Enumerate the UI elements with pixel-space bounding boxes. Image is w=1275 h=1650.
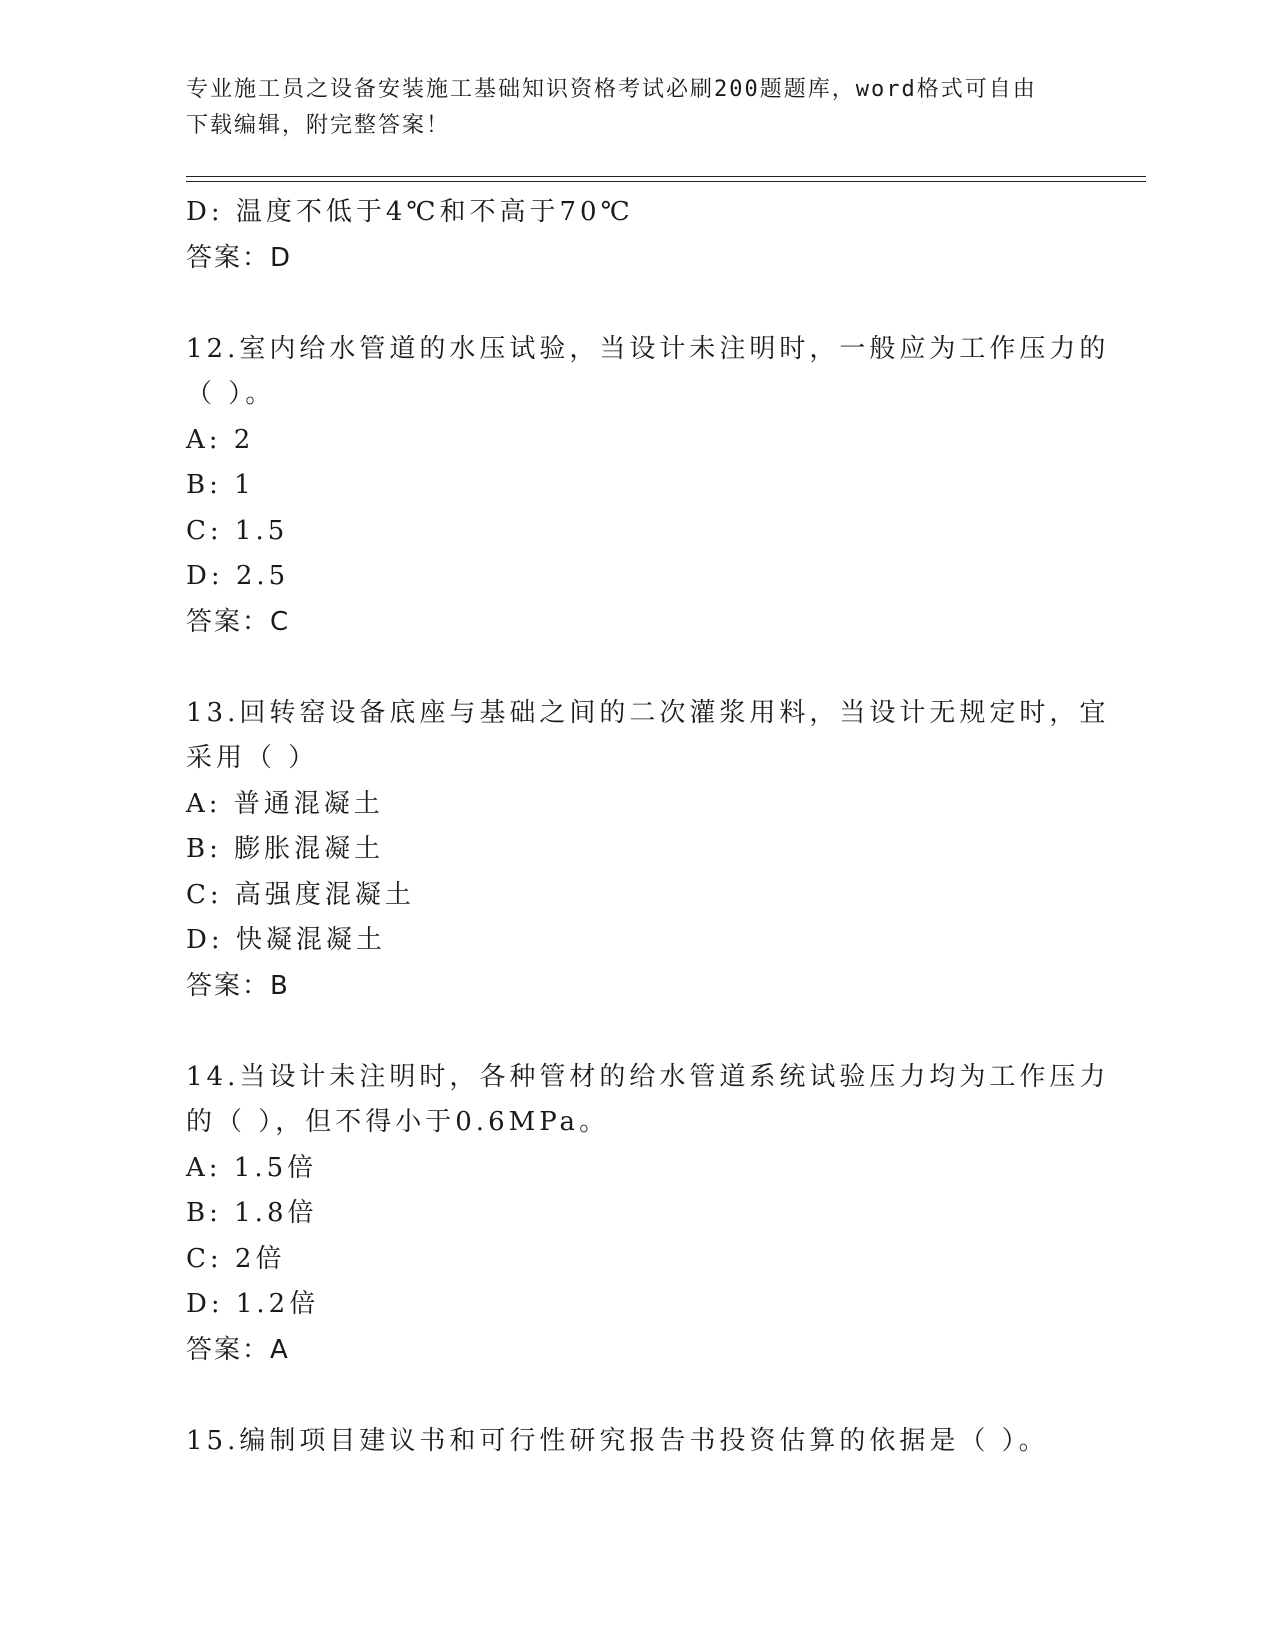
header-rule-top xyxy=(186,176,1146,177)
question-stem-line-2: 采用（ ） xyxy=(186,743,319,773)
spacer xyxy=(186,645,1086,691)
question-13 xyxy=(186,691,1110,1010)
question-stem-line-1: 13.回转窑设备底座与基础之间的二次灌浆用料，当设计无规定时，宜 xyxy=(186,697,1110,728)
question-14 xyxy=(186,1055,1110,1374)
option-d: D: 快凝混凝土 xyxy=(186,925,386,955)
prev-question-answer: 答案：D xyxy=(186,242,293,273)
spacer xyxy=(186,1373,1086,1419)
option-d: D: 2.5 xyxy=(186,561,290,591)
option-a: A: 1.5倍 xyxy=(186,1152,318,1183)
header-line-2: 下载编辑，附完整答案！ xyxy=(186,113,451,138)
document-header xyxy=(186,72,1086,144)
option-a: A: 2 xyxy=(186,424,255,455)
question-stem-line-1: 14.当设计未注明时，各种管材的给水管道系统试验压力均为工作压力 xyxy=(186,1061,1110,1092)
question-answer: 答案：A xyxy=(186,1334,290,1365)
question-stem-line-1: 15.编制项目建议书和可行性研究报告书投资估算的依据是（ ）。 xyxy=(186,1425,1049,1456)
header-line-1: 专业施工员之设备安装施工基础知识资格考试必刷200题题库，word格式可自由 xyxy=(186,77,1037,102)
question-15 xyxy=(186,1419,1086,1465)
prev-question-option-d: D: 温度不低于4℃和不高于70℃ xyxy=(186,197,634,227)
option-a: A: 普通混凝土 xyxy=(186,788,384,819)
option-b: B: 膨胀混凝土 xyxy=(186,834,385,864)
question-12 xyxy=(186,327,1110,646)
header-rule-bottom xyxy=(186,181,1146,182)
option-b: B: 1.8倍 xyxy=(186,1198,318,1228)
spacer xyxy=(186,281,1086,327)
option-c: C: 高强度混凝土 xyxy=(186,879,415,910)
question-content xyxy=(186,190,1110,1464)
question-stem-line-2: 的（ ），但不得小于0.6MPa。 xyxy=(186,1107,610,1137)
question-answer: 答案：C xyxy=(186,606,291,637)
option-c: C: 1.5 xyxy=(186,515,289,546)
question-stem-line-1: 12.室内给水管道的水压试验，当设计未注明时，一般应为工作压力的 xyxy=(186,333,1110,364)
option-b: B: 1 xyxy=(186,470,255,500)
question-stem-line-2: （ ）。 xyxy=(186,379,276,409)
spacer xyxy=(186,1009,1086,1055)
option-c: C: 2倍 xyxy=(186,1243,286,1274)
option-d: D: 1.2倍 xyxy=(186,1289,320,1319)
question-answer: 答案：B xyxy=(186,970,290,1001)
